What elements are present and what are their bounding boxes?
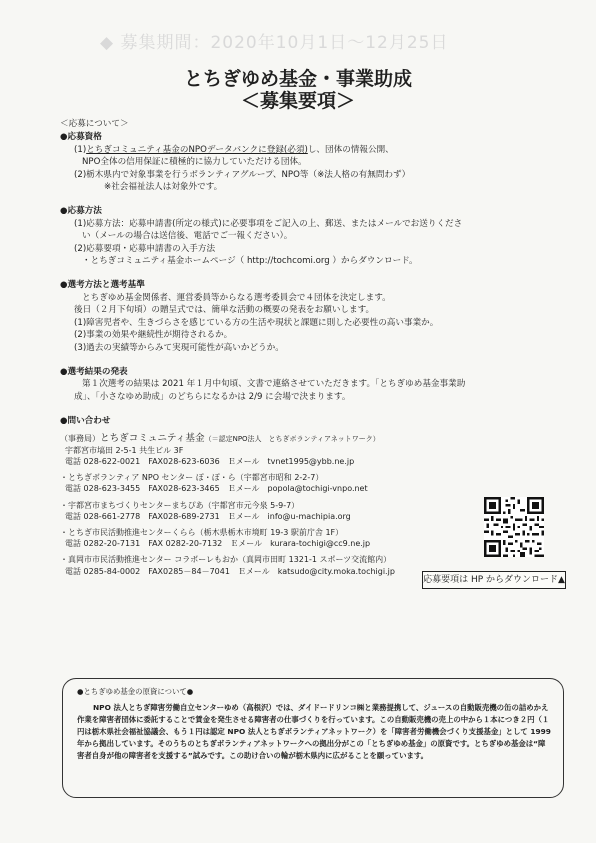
contact-name: ・真岡市市民活動推進センター コラボーレもおか（真岡市田町 1321-1 スポーツ交流館内） xyxy=(60,555,392,565)
office-name-line xyxy=(60,433,570,445)
selection-criteria-1: (1)障害児者や、生きづらさを感じている方の生活や現状と課題に則した必要性の高い事業か。 xyxy=(74,317,439,328)
section-heading: ●選考方法と選考基準 xyxy=(60,280,145,291)
method-item-2-cont: ・とちぎコミュニティ基金ホームページ（ http://tochcomi.org ）からダウンロード。 xyxy=(82,256,418,267)
title-line-1: とちぎゆめ基金・事業助成 xyxy=(183,68,412,90)
contact-name: ・とちぎボランティア NPO センター ぽ・ぽ・ら（宇都宮市昭和 2-2-7） xyxy=(60,473,324,483)
section-method xyxy=(60,205,570,267)
contact-phone: 電話 028-623-3455 FAX028-623-3465 Ｅメール popola@tochigi-vnpo.net xyxy=(65,484,368,494)
selection-text-2: 後日（２月下旬頃）の贈呈式では、簡単な活動の概要の発表をお願いします。 xyxy=(74,305,375,316)
method-item-1: (1)応募方法：応募申請書(所定の様式)に必要事項をご記入の上、郵送、またはメールでお送りくださ xyxy=(74,218,463,229)
page-title xyxy=(0,68,596,112)
eligibility-note: ※社会福祉法人は対象外です。 xyxy=(104,182,223,193)
contact-office xyxy=(60,433,570,468)
eligibility-item-1 xyxy=(60,144,570,156)
contact-name: ・宇都宮市まちづくりセンターまちぴあ（宇都宮市元今泉 5-9-7） xyxy=(60,500,300,510)
results-text-1: 第１次選考の結果は 2021 年１月中旬頃、文書で連絡させていただきます。「とちぎゆめ基金事業助 xyxy=(82,379,466,390)
fund-origin-title: ●とちぎゆめ基金の原資について● xyxy=(77,687,194,696)
section-selection xyxy=(60,279,570,353)
office-name: とちぎコミュニティ基金 xyxy=(100,432,205,444)
selection-text-1: とちぎゆめ基金関係者、運営委員等からなる選考委員会で４団体を決定します。 xyxy=(82,292,391,303)
header-bleed-text: ◆ 募集期間：2020年10月1日～12月25日 xyxy=(100,33,449,53)
download-notice-box[interactable]: 応募要項は HP からダウンロード▲ xyxy=(422,571,566,589)
eligibility-item-1-cont: NPO全体の信用保証に積極的に協力していただける団体。 xyxy=(82,157,307,168)
selection-criteria-3: (3)過去の実績等からみて実現可能性が高いかどうか。 xyxy=(74,342,284,353)
section-heading: ●問い合わせ xyxy=(60,416,111,427)
item-text: し、団体の情報公開、 xyxy=(307,144,394,155)
section-heading: ●選考結果の発表 xyxy=(60,366,128,377)
section-heading: ●応募資格 xyxy=(60,132,102,143)
contact-phone: 電話 028-661-2778 FAX028-689-2731 Ｅメール info@u-machipia.org xyxy=(65,511,351,521)
section-eligibility xyxy=(60,131,570,193)
qr-code-icon[interactable] xyxy=(484,497,544,557)
results-text-2: 成」、「小さなゆめ助成」のどちらになるかは 2/9 に会場で決まります。 xyxy=(74,391,351,402)
section-heading: ●応募方法 xyxy=(60,206,102,217)
method-item-2: (2)応募要項・応募申請書の入手方法 xyxy=(74,243,216,254)
item-number: (1) xyxy=(74,144,87,155)
underlined-text: とちぎコミュニティ基金のNPOデータバンクに登録(必須) xyxy=(86,144,308,155)
contact-phone: 電話 0285-84-0002 FAX0285－84－7041 Ｅメール katsudo@city.moka.tochigi.jp xyxy=(65,566,395,576)
contact-popola xyxy=(60,472,570,494)
selection-criteria-2: (2)事業の効果や継続性が期待されるか。 xyxy=(74,330,233,341)
title-line-2: ＜募集要項＞ xyxy=(240,90,355,112)
office-prefix: （事務局） xyxy=(60,433,100,443)
section-results xyxy=(60,366,570,403)
office-phone: 電話 028-622-0021 FAX028-623-6036 Ｅメール tvnet1995@ybb.ne.jp xyxy=(65,456,355,466)
fund-origin-body: NPO 法人とちぎ障害労働自立センターゆめ（高根沢）では、ダイドードリンコ㈱と業務提携して、ジュースの自動販売機の缶の詰めかえ作業を障害者団体に委託することで賃金を発生させる障害者の仕事づくりを行っています。この自動販売機の売上の中から１本につき２円（１円は栃木県社会福祉協議会、もう１円は認定 NPO 法人とちぎボランティアネットワーク）を「障害者労働機会づくり支援基金」として 1999 年から拠出しています。そのうちのとちぎボランティアネットワークへの拠出分がこの「とちぎゆめ基金」の原資です。とちぎゆめ基金は“障害者自身が他の障害者を支援する”試みです。この助け合いの輪が栃木県内に広がることを願っています。 xyxy=(77,703,551,760)
contact-phone: 電話 0282-20-7131 FAX 0282-20-7132 Ｅメール kurara-tochigi@cc9.ne.jp xyxy=(65,539,371,549)
office-address: 宇都宮市塙田 2-5-1 共生ビル 3F xyxy=(65,445,184,455)
fund-origin-box xyxy=(62,678,564,798)
about-label: ＜応募について＞ xyxy=(60,119,129,129)
method-item-1-cont: い（メールの場合は送信後、電話でご一報ください）。 xyxy=(82,231,293,242)
eligibility-item-2: (2)栃木県内で対象事業を行うボランティアグループ、NPO等（※法人格の有無問わず） xyxy=(74,169,411,180)
office-note: （＝認定NPO法人 とちぎボランティアネットワーク） xyxy=(204,434,380,443)
contact-name: ・とちぎ市民活動推進センターくらら（栃木県栃木市境町 19-3 駅前庁舎 1F） xyxy=(60,527,344,537)
